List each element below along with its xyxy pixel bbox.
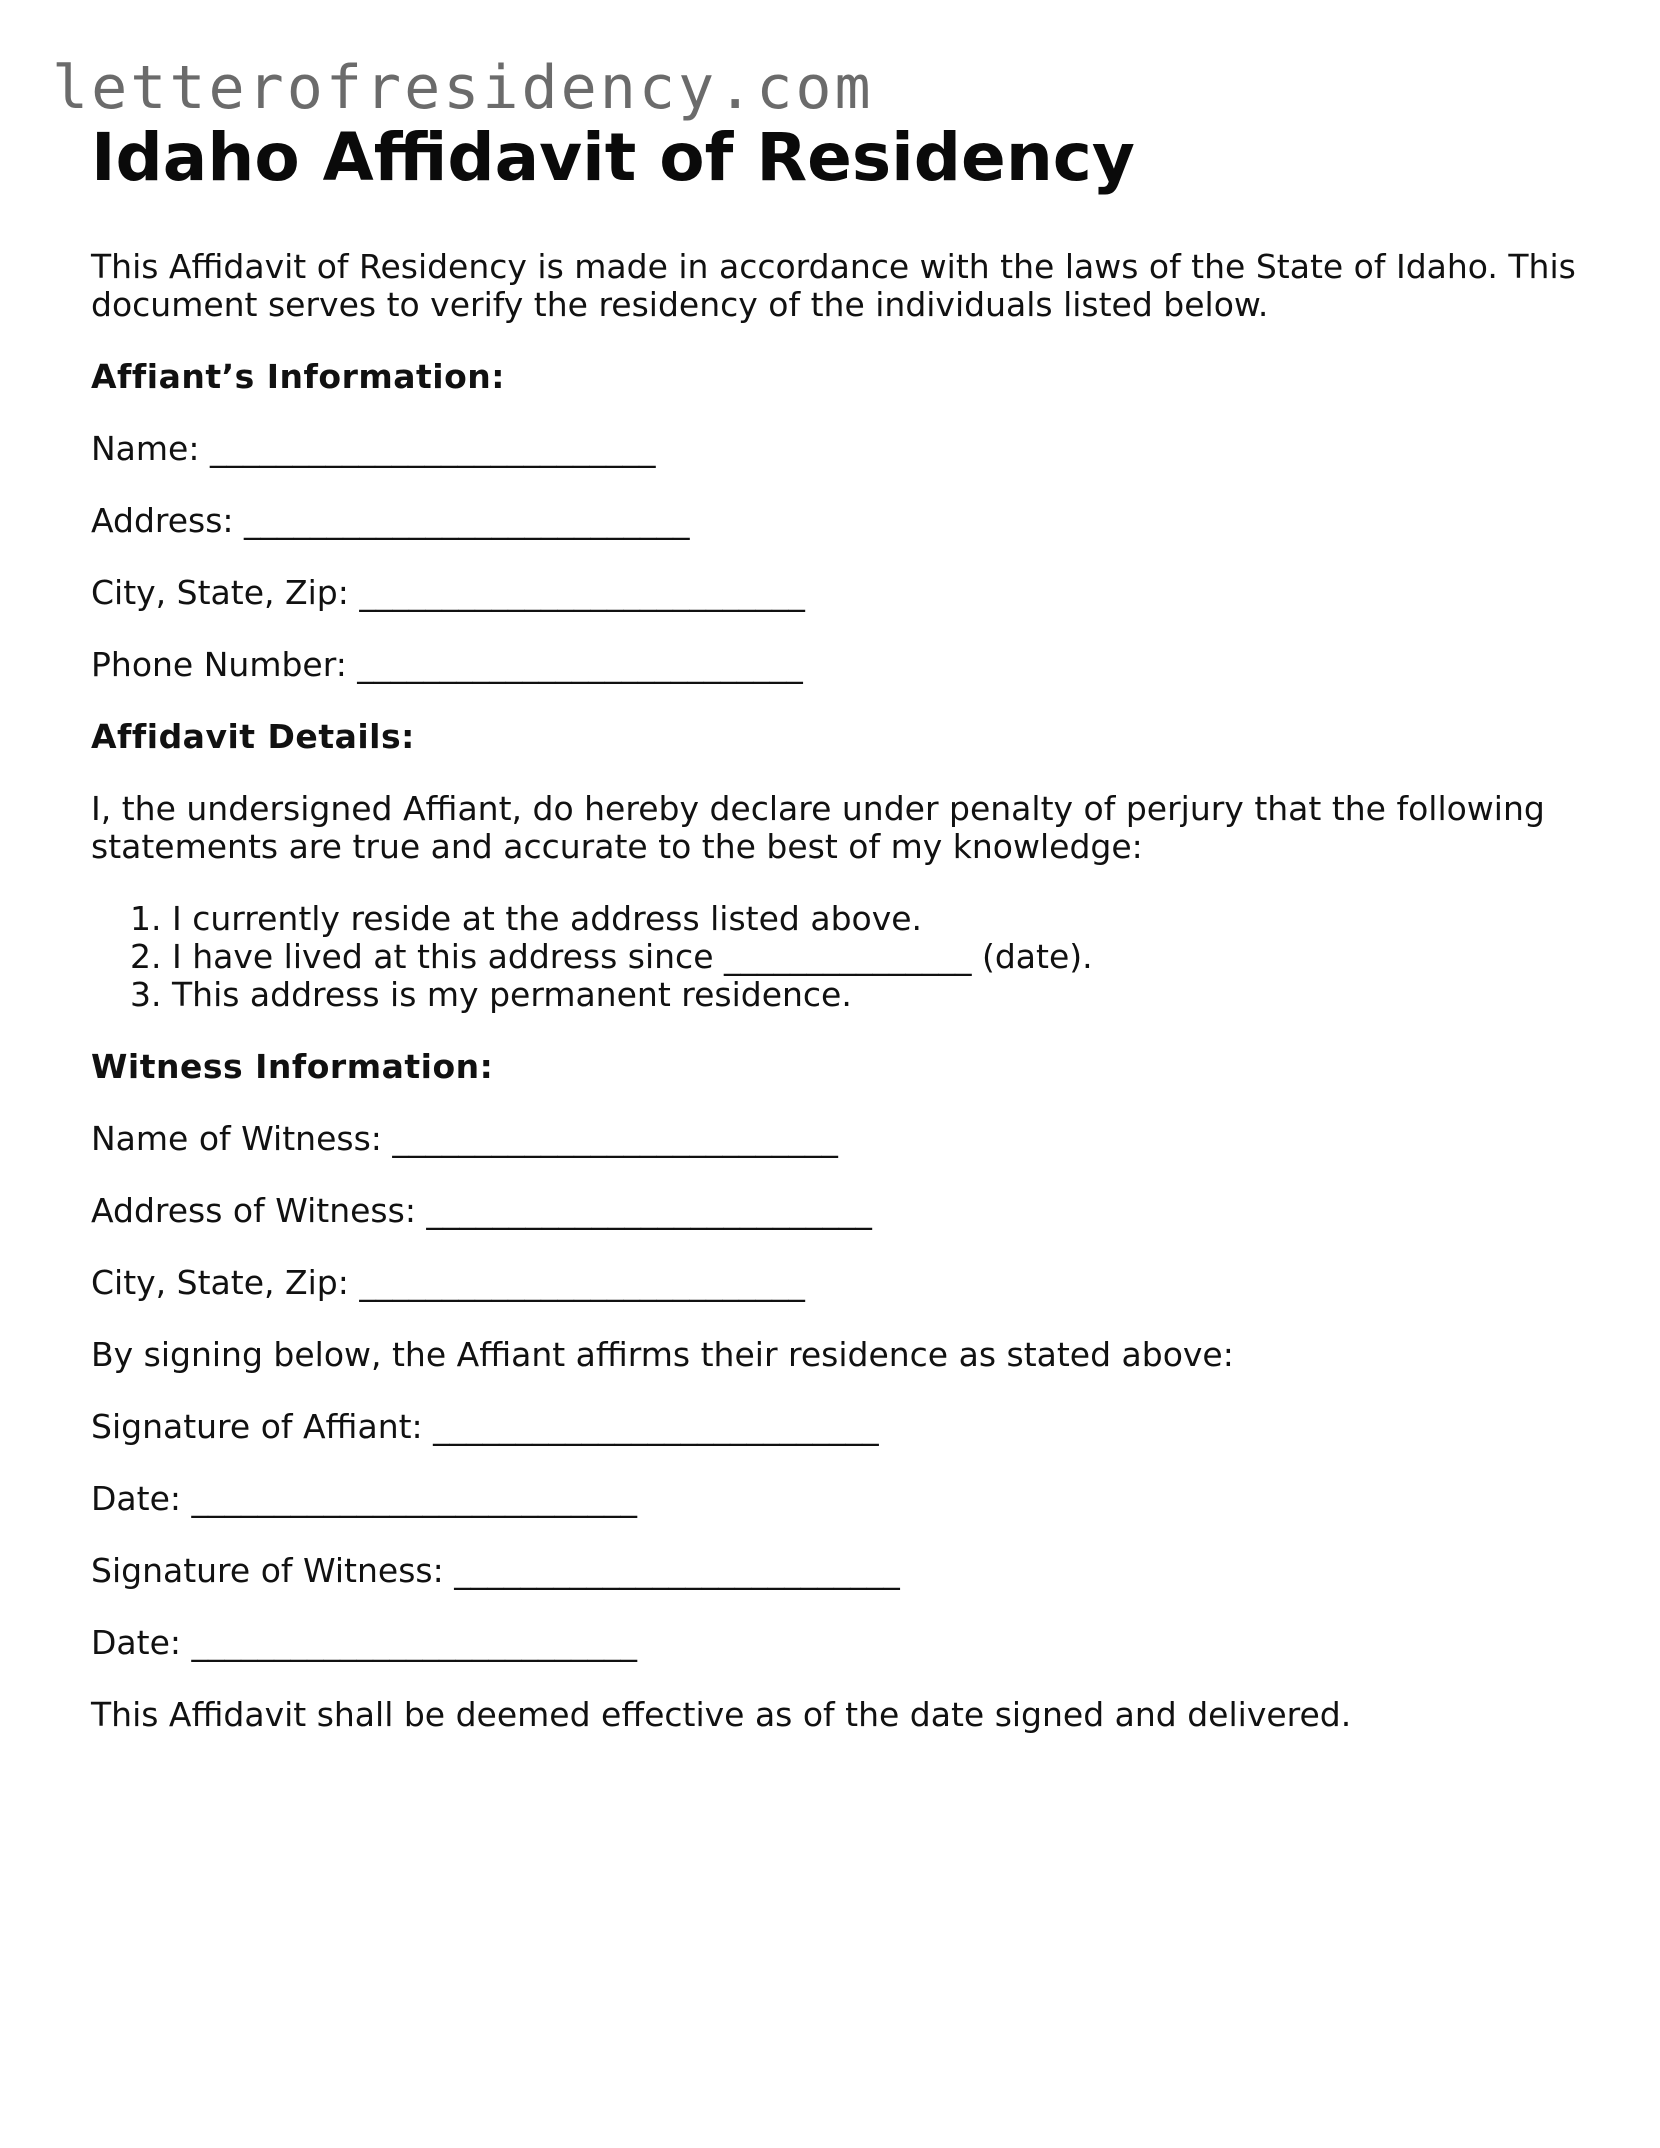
affiant-date-field: Date: ___________________________ xyxy=(91,1479,637,1518)
watermark-text: letterofresidency.com xyxy=(52,53,874,123)
statement-item: 2. I have lived at this address since _______________ (date). xyxy=(172,938,1591,976)
affiant-phone-field: Phone Number: ___________________________ xyxy=(91,645,803,684)
witness-city-state-zip-field: City, State, Zip: ___________________________ xyxy=(91,1263,805,1302)
affiant-info-heading: Affiant’s Information: xyxy=(91,357,505,396)
declaration-paragraph: I, the undersigned Affiant, do hereby declare under penalty of perjury that the following statements are true and accurate to the best of my knowledge: xyxy=(91,789,1545,866)
affiant-city-state-zip-field: City, State, Zip: ___________________________ xyxy=(91,573,805,612)
statement-item: 3. This address is my permanent residence. xyxy=(172,976,1591,1014)
statements-list xyxy=(91,900,1591,1014)
intro-paragraph: This Affidavit of Residency is made in accordance with the laws of the State of Idaho. This document serves to verify the residency of the individuals listed below. xyxy=(91,247,1576,324)
witness-address-field: Address of Witness: ___________________________ xyxy=(91,1191,872,1230)
witness-signature-field: Signature of Witness: ___________________________ xyxy=(91,1551,900,1590)
witness-date-field: Date: ___________________________ xyxy=(91,1623,637,1662)
statement-item: 1. I currently reside at the address listed above. xyxy=(172,900,1591,938)
affiant-address-field: Address: ___________________________ xyxy=(91,501,690,540)
affidavit-details-heading: Affidavit Details: xyxy=(91,717,415,756)
witness-name-field: Name of Witness: ___________________________ xyxy=(91,1119,838,1158)
witness-info-heading: Witness Information: xyxy=(91,1047,494,1086)
affiant-name-field: Name: ___________________________ xyxy=(91,429,656,468)
signing-intro-paragraph: By signing below, the Affiant affirms their residence as stated above: xyxy=(91,1335,1234,1374)
document-title: Idaho Affidavit of Residency xyxy=(91,119,1135,196)
affidavit-document xyxy=(91,112,1591,1734)
affiant-signature-field: Signature of Affiant: ___________________________ xyxy=(91,1407,879,1446)
closing-paragraph: This Affidavit shall be deemed effective as of the date signed and delivered. xyxy=(91,1695,1352,1734)
